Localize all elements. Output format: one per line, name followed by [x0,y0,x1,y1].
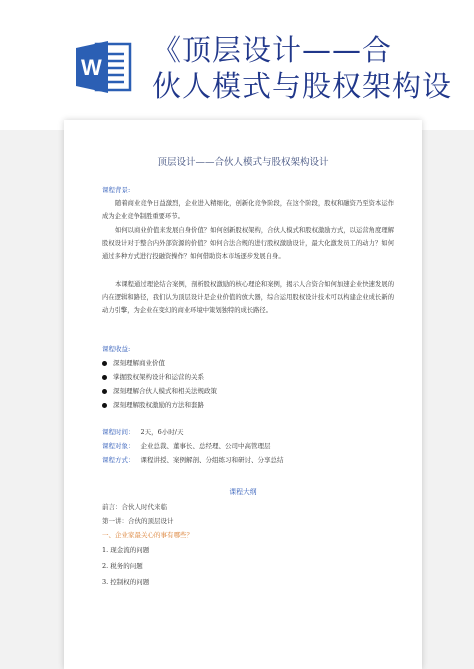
svg-text:W: W [81,55,102,80]
document-page [64,120,422,669]
bullet-icon [102,375,107,380]
outline-chapter-1: 第一讲：合伙的顶层设计 [102,517,174,525]
word-document-icon [74,38,134,96]
outline-item: 2. 税务的问题 [102,562,143,570]
banner [0,0,474,130]
benefit-item: 深刻理解商业价值 [102,358,165,367]
benefits-label: 课程收益: [102,345,131,353]
course-method: 课程方式： 课程讲授、案例解剖、分组练习和研讨、分享总结 [102,456,284,464]
benefit-item: 掌握股权架构设计和运营的关系 [102,372,204,381]
outline-section-1: 一、企业家最关心的事有哪些？ [102,531,193,539]
benefit-item: 深刻理解合伙人模式和相关法规政策 [102,386,217,395]
background-paragraph-2: 如何以商业价值来发展自身价值？如何创新股权架构，合伙人模式和股权激励方式，以运营角度理解股权设计对于整合内外部资源的价值？如何合法合规的进行股权激励设计，最大化激发员工的动力？如何通过多种方式进行投融资操作？如何借助资本市场逐步发展自身。 [102,227,394,260]
background-paragraph-1: 随着商业竞争日益激烈，企业进入精细化，创新化竞争阶段，在这个阶段，股权和融资乃至资本运作成为企业竞争制胜重要环节。 [102,200,394,220]
background-paragraph-3: 本课程通过理论结合案例，剖析股权激励的核心理论和案例，揭示人合资合如何加速企业快速发展的内在逻辑和路径，我们认为顶层设计是企业价值的放大器，综合运用股权设计技术可以构建企业成长新的动力引擎，为企业在变幻的商业环境中策划独特的成长路径。 [102,281,394,314]
banner-title-line-2: 伙人模式与股权架构设 [152,69,453,103]
outline-preface: 前言：合伙人时代来临 [102,503,167,511]
bullet-icon [102,389,107,394]
document-title: 顶层设计——合伙人模式与股权架构设计 [157,157,329,168]
outline-item: 1. 现金流的问题 [102,546,150,554]
outline-heading: 课程大纲 [229,488,257,496]
banner-title-line-1: 《顶层设计——合 [152,33,393,67]
bullet-icon [102,403,107,408]
bullet-icon [102,361,107,366]
course-audience: 课程对象： 企业总裁、董事长、总经理、公司中高管理层 [102,442,271,450]
background-label: 课程背景: [102,186,131,194]
course-time: 课程时间： 2天，6小时/天 [102,428,184,436]
outline-item: 3. 控制权的问题 [102,578,150,586]
benefit-item: 深刻理解股权激励的方法和套路 [102,400,204,409]
